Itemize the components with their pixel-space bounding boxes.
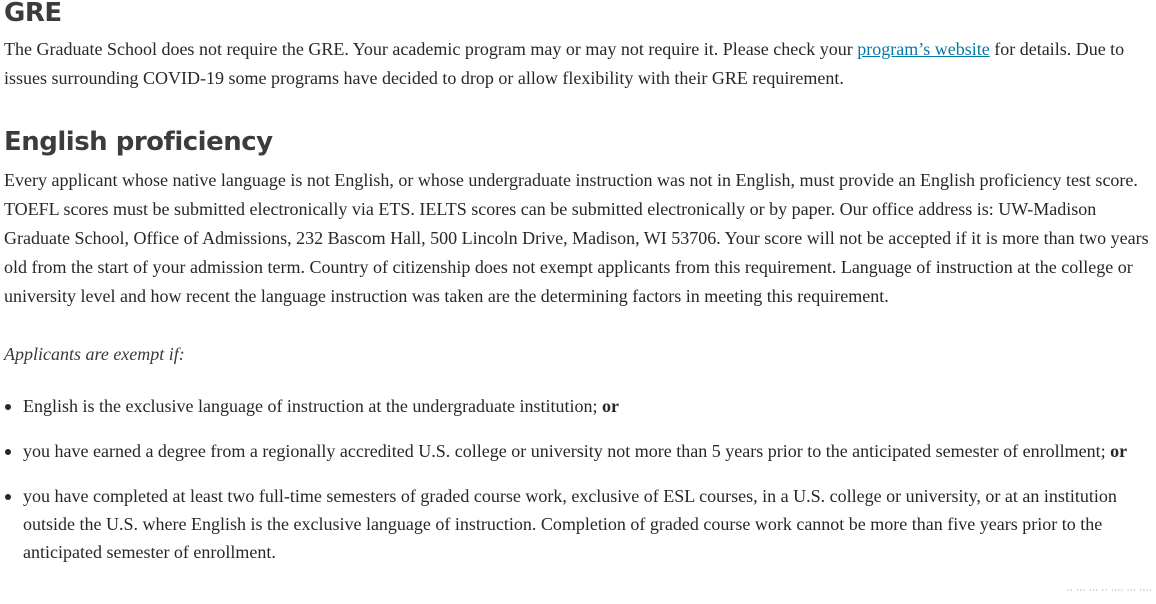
bullet-icon <box>5 404 11 410</box>
gre-heading: GRE <box>4 0 62 28</box>
exemption-text: English is the exclusive language of instruction at the undergraduate institution; <box>23 396 603 416</box>
gre-paragraph <box>4 35 1154 93</box>
exemption-item <box>4 392 1154 420</box>
exemption-item <box>4 437 1154 465</box>
gre-paragraph-text-end: for details. Due to issues surrounding COVID-19 some programs have decided to drop or allow flexibility with their GRE requirement. <box>4 39 1125 88</box>
bullet-icon <box>5 449 11 455</box>
exemption-connector: or <box>1110 441 1128 461</box>
program-website-link[interactable]: program’s website <box>857 39 990 59</box>
bullet-icon <box>5 494 11 500</box>
exemption-text: you have earned a degree from a regionally accredited U.S. college or university not more than 5 years prior to the anticipated semester of enrollment; <box>23 441 1111 461</box>
exemption-connector: or <box>602 396 620 416</box>
gre-paragraph-text-start: The Graduate School does not require the GRE. Your academic program may or may not require it. Please check your <box>4 39 858 59</box>
exemption-item <box>4 482 1154 566</box>
english-proficiency-paragraph: Every applicant whose native language is not English, or whose undergraduate instruction was not in English, must provide an English proficiency test score. TOEFL scores must be submitted electronically via ETS. IELTS scores can be submitted electronically or by paper. Our office address is: UW-Madison Graduate School, Office of Admissions, 232 Bascom Hall, 500 Lincoln Drive, Madison, WI 53706. Your score will not be accepted if it is more than two years old from the start of your admission term. Country of citizenship does not exempt applicants from this requirement. Language of instruction at the college or university level and how recent the language instruction was taken are the determining factors in meeting this requirement. <box>4 170 1149 306</box>
page-content <box>4 0 1154 583</box>
exempt-intro: Applicants are exempt if: <box>4 344 185 364</box>
overlay-watermark: ·· ··· ··· ·· ···· ··· ···· <box>1066 586 1152 596</box>
exemption-list <box>4 392 1154 566</box>
exemption-text: you have completed at least two full-time semesters of graded course work, exclusive of ESL courses, in a U.S. college or university, or at an institution outside the U.S. where English is the exclusive language of instruction. Completion of graded course work cannot be more than five years prior to the anticipated semester of enrollment. <box>23 486 1117 562</box>
english-proficiency-heading: English proficiency <box>4 127 273 157</box>
